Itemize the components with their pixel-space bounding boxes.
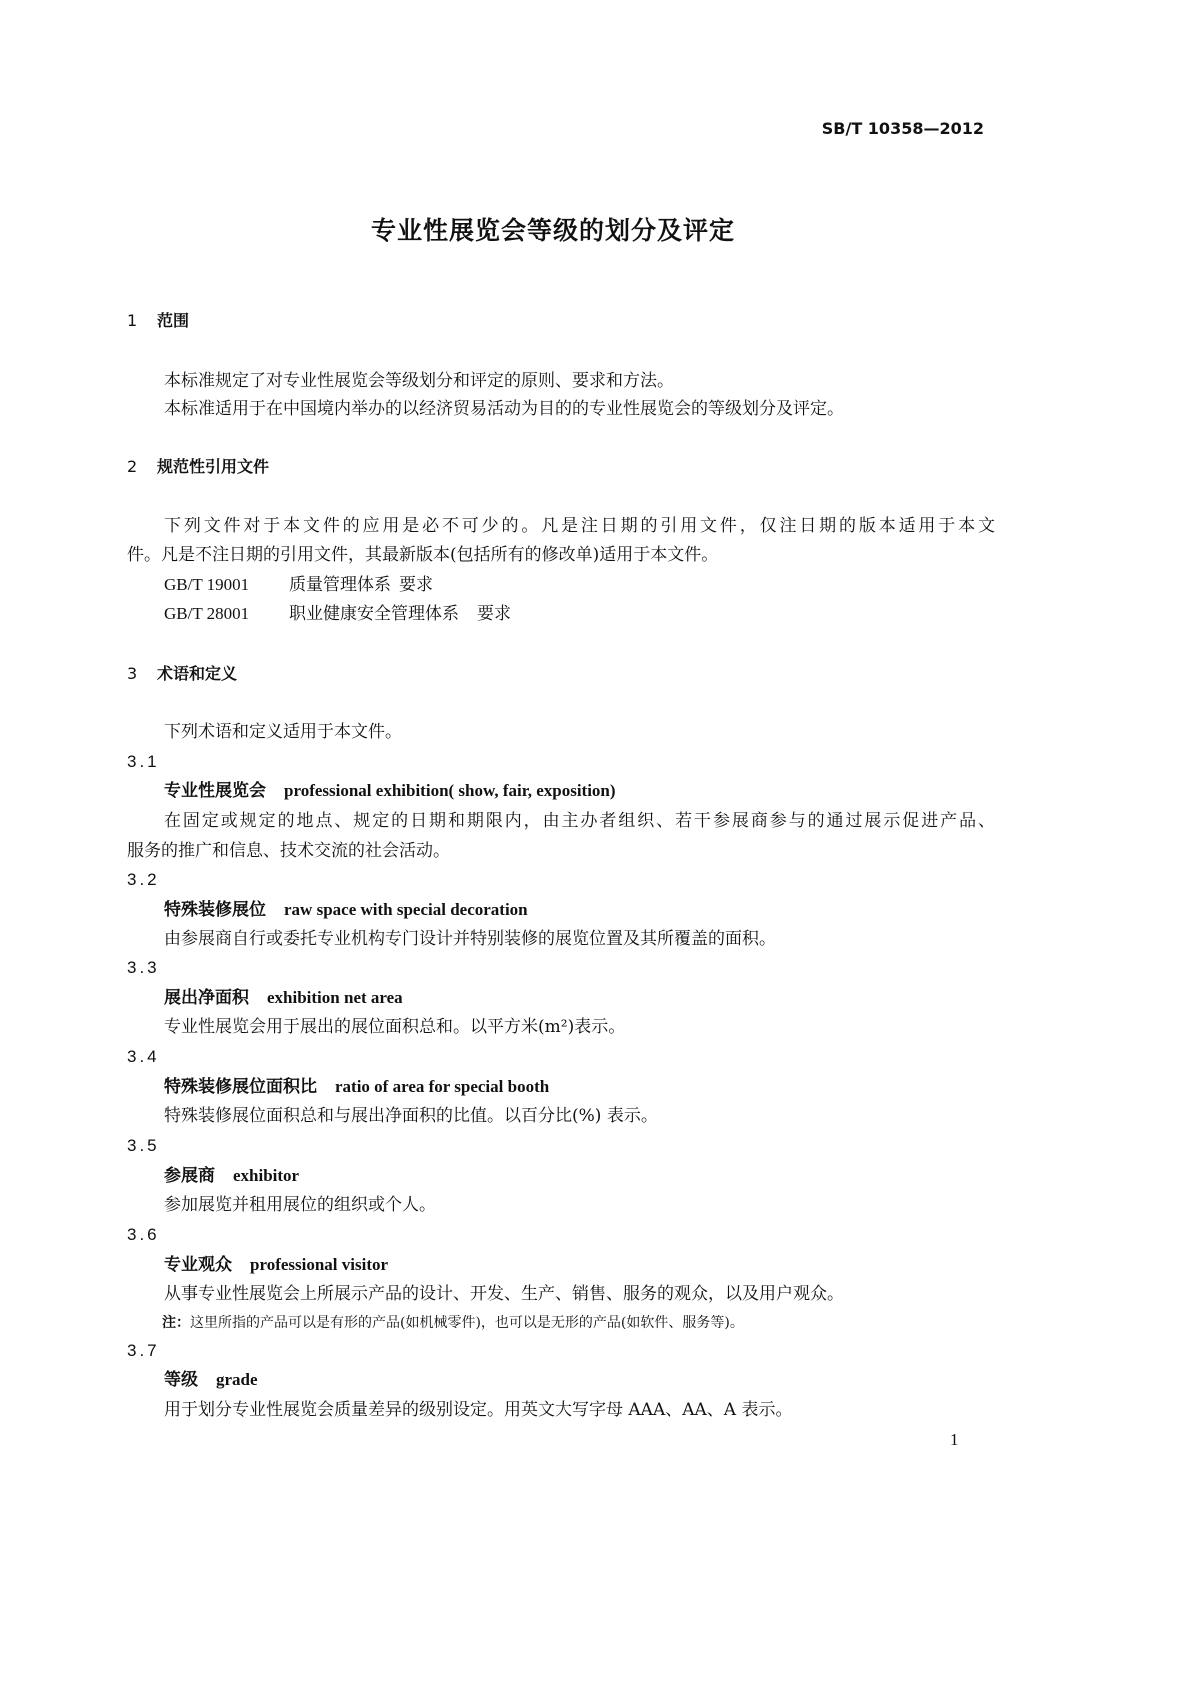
term-number: 3.2 — [127, 870, 160, 889]
term-number: 3.3 — [127, 958, 160, 977]
reference-item: GB/T 28001 职业健康安全管理体系 要求 — [164, 604, 511, 624]
paragraph: 本标准适用于在中国境内举办的以经济贸易活动为目的的专业性展览会的等级划分及评定。 — [164, 399, 844, 419]
term-title: 专业观众 professional visitor — [164, 1255, 389, 1275]
page-title: 专业性展览会等级的划分及评定 — [370, 216, 735, 245]
term-definition: 参加展览并租用展位的组织或个人。 — [164, 1195, 436, 1215]
term-definition: 专业性展览会用于展出的展位面积总和。以平方米(m²)表示。 — [164, 1017, 626, 1037]
standard-number: SB/T 10358—2012 — [821, 119, 984, 138]
term-definition: 用于划分专业性展览会质量差异的级别设定。用英文大写字母 AAA、AA、A 表示。 — [164, 1400, 793, 1420]
paragraph: 下列文件对于本文件的应用是必不可少的。凡是注日期的引用文件，仅注日期的版本适用于本文 — [164, 516, 995, 536]
term-title: 特殊装修展位 raw space with special decoration — [164, 900, 528, 920]
term-number: 3.5 — [127, 1136, 160, 1155]
reference-item: GB/T 19001 质量管理体系 要求 — [164, 575, 433, 595]
section-2-heading: 2 规范性引用文件 — [127, 457, 270, 476]
term-note: 注：这里所指的产品可以是有形的产品(如机械零件)，也可以是无形的产品(如软件、服务等)。 — [162, 1315, 744, 1331]
paragraph: 件。凡是不注日期的引用文件，其最新版本(包括所有的修改单)适用于本文件。 — [127, 545, 719, 565]
term-title: 特殊装修展位面积比 ratio of area for special booth — [164, 1077, 550, 1097]
term-title: 专业性展览会 professional exhibition( show, fair, exposition) — [164, 781, 616, 801]
section-3-heading: 3 术语和定义 — [127, 664, 238, 683]
term-number: 3.4 — [127, 1047, 160, 1066]
term-title: 等级 grade — [164, 1370, 258, 1390]
term-definition: 由参展商自行或委托专业机构专门设计并特别装修的展览位置及其所覆盖的面积。 — [164, 929, 776, 949]
term-number: 3.6 — [127, 1225, 160, 1244]
term-definition: 从事专业性展览会上所展示产品的设计、开发、生产、销售、服务的观众，以及用户观众。 — [164, 1284, 844, 1304]
page-number: 1 — [950, 1430, 959, 1449]
term-definition: 在固定或规定的地点、规定的日期和期限内，由主办者组织、若干参展商参与的通过展示促进产品、 — [164, 811, 995, 831]
section-1-heading: 1 范围 — [127, 311, 190, 330]
term-title: 参展商 exhibitor — [164, 1166, 300, 1186]
paragraph: 下列术语和定义适用于本文件。 — [164, 722, 402, 742]
term-number: 3.7 — [127, 1341, 160, 1360]
term-title: 展出净面积 exhibition net area — [164, 988, 403, 1008]
term-definition: 特殊装修展位面积总和与展出净面积的比值。以百分比(%) 表示。 — [164, 1106, 658, 1126]
term-definition: 服务的推广和信息、技术交流的社会活动。 — [127, 841, 450, 861]
paragraph: 本标准规定了对专业性展览会等级划分和评定的原则、要求和方法。 — [164, 371, 674, 391]
term-number: 3.1 — [127, 752, 160, 771]
